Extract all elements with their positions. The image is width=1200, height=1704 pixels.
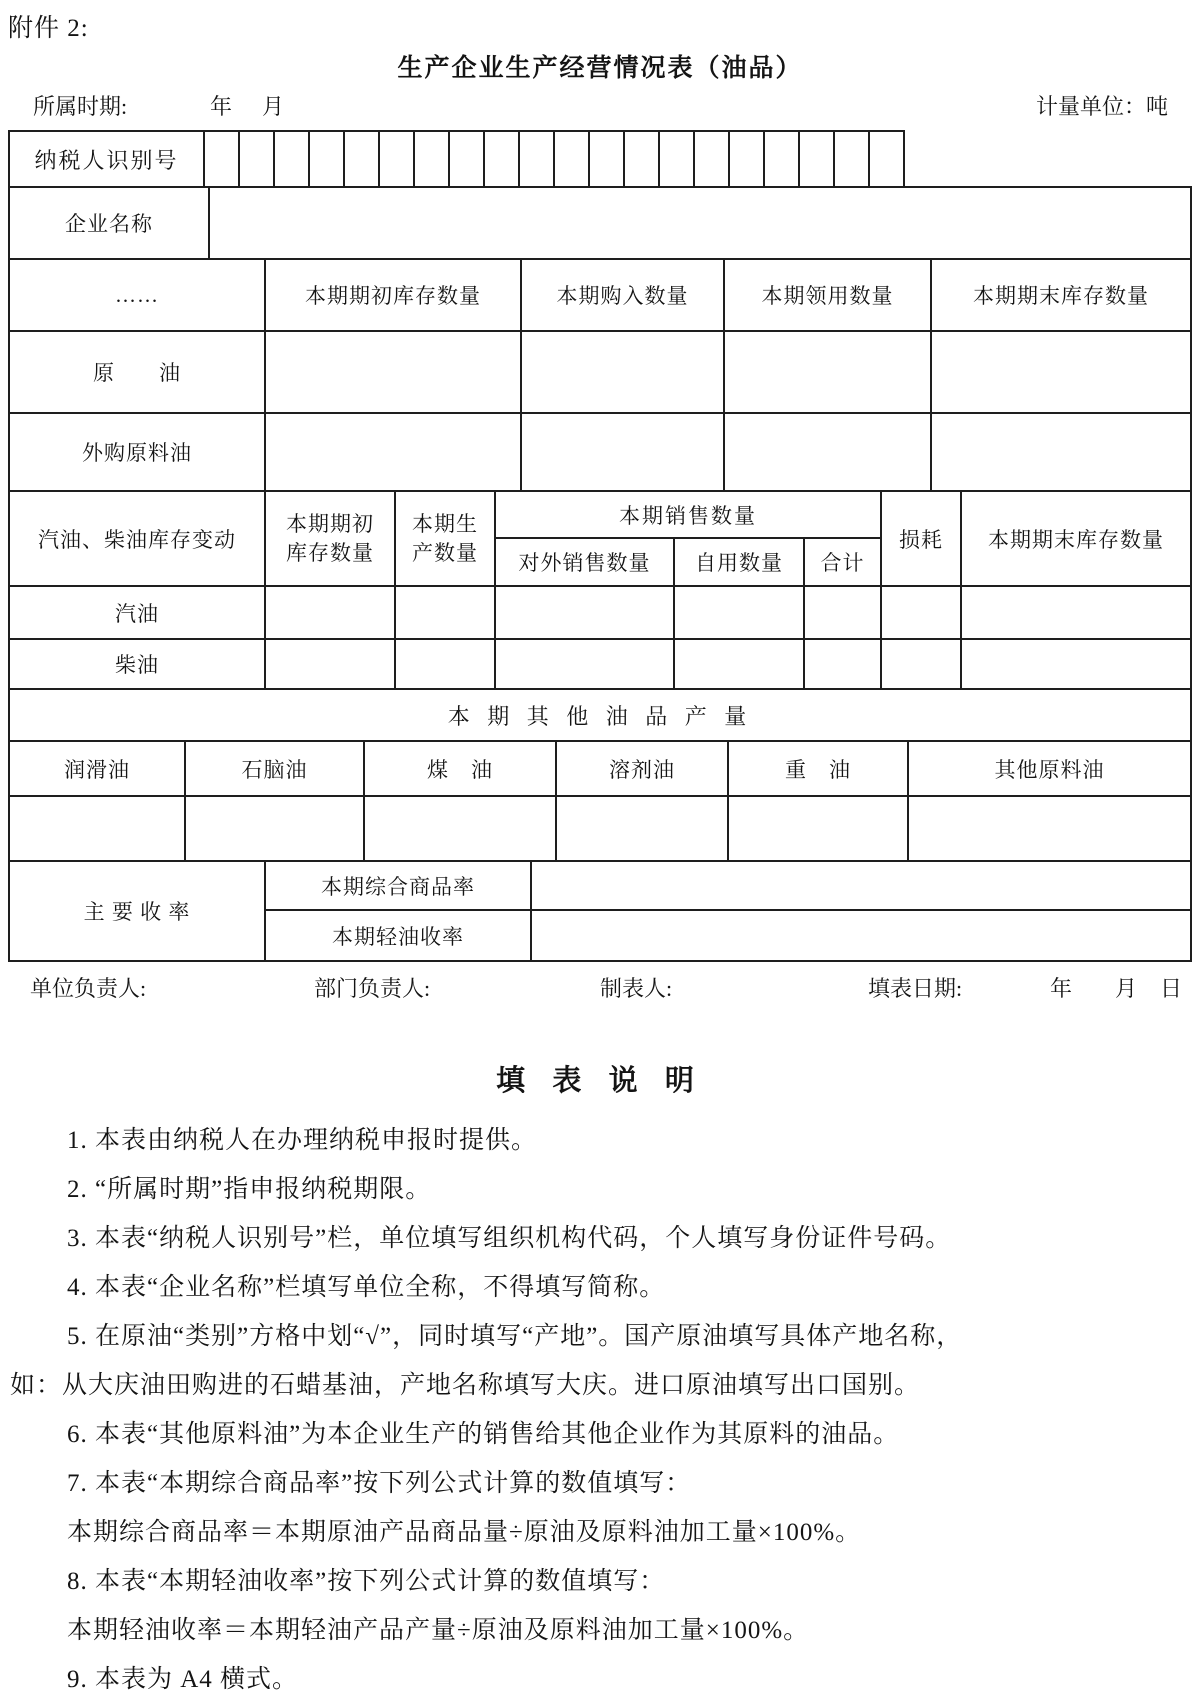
yield-label-light-oil-rate: 本期轻油收率 [266, 911, 532, 960]
crude-oil-row [10, 332, 1190, 414]
row-label-crude-oil: 原 油 [10, 332, 266, 412]
period-year-label: 年 [210, 94, 233, 119]
period-label: 所属时期: [33, 94, 128, 119]
value-cell [962, 640, 1190, 688]
gasoline-row [10, 587, 1190, 640]
taxpayer-id-box [380, 130, 415, 186]
taxpayer-id-box [240, 130, 275, 186]
taxpayer-id-box [695, 130, 730, 186]
taxpayer-id-row [8, 130, 905, 186]
taxpayer-id-box [275, 130, 310, 186]
crude-header-row [10, 260, 1190, 332]
row-label-gasoline: 汽油 [10, 587, 266, 638]
value-cell [396, 587, 496, 638]
fuel-col-opening-line1: 本期期初 [286, 512, 374, 537]
fuel-col-production-line1: 本期生 [412, 512, 478, 537]
value-cell [496, 587, 675, 638]
oil-col-kerosene: 煤 油 [365, 742, 557, 795]
value-cell [186, 797, 365, 860]
taxpayer-id-box [520, 130, 555, 186]
value-cell [909, 797, 1190, 860]
unit-head-label: 单位负责人: [30, 976, 147, 1001]
value-cell [496, 640, 675, 688]
value-cell [266, 587, 396, 638]
instruction-line-2: 2. “所属时期”指申报纳税期限。 [67, 1176, 432, 1203]
oil-col-heavy: 重 油 [729, 742, 909, 795]
yield-rows [266, 862, 1190, 960]
fuel-col-opening-stock [266, 492, 396, 585]
preparer-label: 制表人: [600, 976, 673, 1001]
fuel-col-loss: 损耗 [882, 492, 962, 585]
value-cell [522, 414, 725, 490]
fuel-sales-group [496, 492, 882, 585]
company-name-value-cell [210, 188, 1190, 258]
signature-row [0, 972, 1200, 1002]
dept-head-label: 部门负责人: [314, 976, 431, 1001]
unit-label: 计量单位：吨 [1035, 94, 1168, 119]
form-title: 生产企业生产经营情况表（油品） [397, 55, 803, 82]
fill-date-label: 填表日期: [868, 976, 963, 1001]
instruction-line-1: 1. 本表由纳税人在办理纳税申报时提供。 [67, 1127, 538, 1154]
instruction-line-8: 8. 本表“本期轻油收率”按下列公式计算的数值填写： [67, 1568, 666, 1595]
taxpayer-id-box [590, 130, 625, 186]
instruction-line-5-continued: 如：从大庆油田购进的石蜡基油，产地名称填写大庆。进口原油填写出口国别。 [10, 1372, 921, 1399]
fuel-col-closing-stock: 本期期末库存数量 [988, 527, 1164, 552]
value-cell [532, 911, 1190, 960]
fill-date-day: 日 [1160, 976, 1183, 1001]
company-name-row [10, 188, 1190, 260]
value-cell [557, 797, 729, 860]
instruction-line-4: 4. 本表“企业名称”栏填写单位全称，不得填写简称。 [67, 1274, 666, 1301]
fuel-col-external-sales: 对外销售数量 [496, 539, 675, 585]
taxpayer-id-box [345, 130, 380, 186]
yield-section-label: 主 要 收 率 [10, 862, 266, 960]
value-cell [962, 587, 1190, 638]
taxpayer-id-box [205, 130, 240, 186]
taxpayer-id-box [450, 130, 485, 186]
taxpayer-id-box [870, 130, 905, 186]
oil-col-solvent: 溶剂油 [557, 742, 729, 795]
value-cell [725, 332, 932, 412]
yield-row-light-oil-rate [266, 911, 1190, 960]
fuel-sales-group-header: 本期销售数量 [496, 492, 880, 539]
crude-corner-cell: …… [10, 260, 266, 330]
main-table [8, 186, 1192, 962]
instruction-line-7: 7. 本表“本期综合商品率”按下列公式计算的数值填写： [67, 1470, 692, 1497]
instruction-line-6: 6. 本表“其他原料油”为本企业生产的销售给其他企业作为其原料的油品。 [67, 1421, 900, 1448]
taxpayer-id-box [730, 130, 765, 186]
taxpayer-id-box [765, 130, 800, 186]
crude-col-closing-stock: 本期期末库存数量 [973, 284, 1149, 308]
purchased-oil-row [10, 414, 1190, 492]
other-oils-header-row [10, 742, 1190, 797]
fuel-col-production-line2: 产数量 [412, 540, 478, 565]
instruction-line-7-formula: 本期综合商品率＝本期原油产品商品量÷原油及原料油加工量×100%。 [67, 1519, 862, 1546]
diesel-row [10, 640, 1190, 690]
instruction-line-9: 9. 本表为 A4 横式。 [67, 1666, 299, 1693]
other-oils-value-row [10, 797, 1190, 862]
fuel-col-self-use: 自用数量 [675, 539, 805, 585]
value-cell [365, 797, 557, 860]
oil-col-lubricant: 润滑油 [10, 742, 186, 795]
taxpayer-id-box [555, 130, 590, 186]
value-cell [932, 332, 1190, 412]
oil-col-naphtha: 石脑油 [186, 742, 365, 795]
company-name-label: 企业名称 [10, 188, 210, 258]
taxpayer-id-box [800, 130, 835, 186]
row-label-purchased-oil: 外购原料油 [10, 414, 266, 490]
taxpayer-id-box [415, 130, 450, 186]
crude-col-opening-stock: 本期期初库存数量 [266, 260, 522, 330]
fuel-section-label: 汽油、柴油库存变动 [10, 492, 266, 585]
value-cell [522, 332, 725, 412]
value-cell [675, 587, 805, 638]
other-oils-banner-row [10, 690, 1190, 742]
value-cell [266, 640, 396, 688]
crude-col-purchased: 本期购入数量 [522, 260, 725, 330]
value-cell [396, 640, 496, 688]
instruction-line-8-formula: 本期轻油收率＝本期轻油产品产量÷原油及原料油加工量×100%。 [67, 1617, 810, 1644]
value-cell [932, 414, 1190, 490]
taxpayer-id-box [835, 130, 870, 186]
value-cell [805, 640, 882, 688]
value-cell [675, 640, 805, 688]
row-label-diesel: 柴油 [10, 640, 266, 688]
yield-row-commodity-rate [266, 862, 1190, 911]
value-cell [532, 862, 1190, 909]
taxpayer-id-label: 纳税人识别号 [8, 130, 205, 186]
value-cell [882, 587, 962, 638]
fill-date-year: 年 [1050, 976, 1073, 1001]
value-cell [882, 640, 962, 688]
value-cell [805, 587, 882, 638]
fuel-sales-subheaders [496, 539, 880, 585]
instruction-line-3: 3. 本表“纳税人识别号”栏，单位填写组织机构代码，个人填写身份证件号码。 [67, 1225, 952, 1252]
value-cell [725, 414, 932, 490]
meta-row [0, 90, 1200, 118]
fuel-header-row [10, 492, 1190, 587]
value-cell [266, 332, 522, 412]
taxpayer-id-box [310, 130, 345, 186]
fuel-col-total: 合计 [820, 551, 865, 575]
taxpayer-id-box [625, 130, 660, 186]
other-oils-banner: 本 期 其 他 油 品 产 量 [447, 703, 753, 729]
yield-label-commodity-rate: 本期综合商品率 [266, 862, 532, 909]
fuel-col-opening-line2: 库存数量 [286, 540, 374, 565]
fuel-col-production [396, 492, 496, 585]
yield-section-row [10, 862, 1190, 960]
attachment-label: 附件 2: [8, 15, 89, 42]
value-cell [266, 414, 522, 490]
fill-date-month: 月 [1115, 976, 1138, 1001]
instruction-line-5: 5. 在原油“类别”方格中划“√”，同时填写“产地”。国产原油填写具体产地名称， [67, 1323, 963, 1350]
taxpayer-id-box [485, 130, 520, 186]
taxpayer-id-box [660, 130, 695, 186]
instructions-heading: 填 表 说 明 [496, 1065, 704, 1097]
instructions-list [10, 1116, 1200, 1704]
value-cell [729, 797, 909, 860]
oil-col-other-raw: 其他原料油 [994, 757, 1105, 782]
value-cell [10, 797, 186, 860]
crude-col-used: 本期领用数量 [725, 260, 932, 330]
period-month-label: 月 [262, 94, 285, 119]
